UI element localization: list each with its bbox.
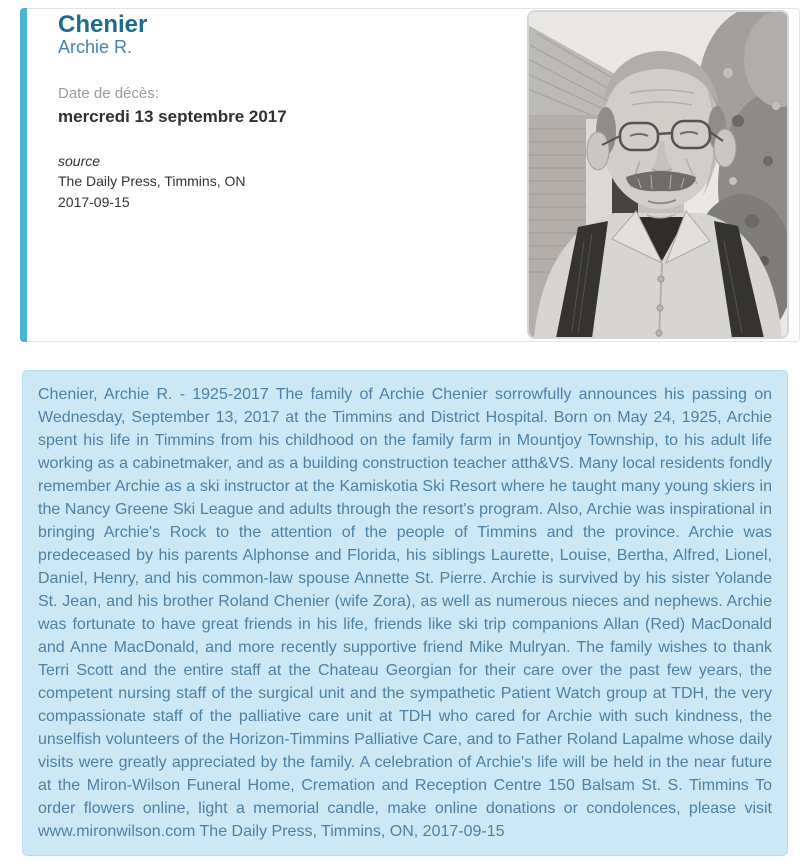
source-date: 2017-09-15 bbox=[58, 194, 130, 210]
deceased-header-card bbox=[20, 8, 800, 342]
obituary-text-box bbox=[22, 370, 788, 856]
obituary-text: Chenier, Archie R. - 1925-2017 The family of Archie Chenier sorrowfully announces his passing on Wednesday, September 13, 2017 at the Timmins and District Hospital. Born on May 24, 1925, Archie spent his life in Timmins from his childhood on the family farm in Mountjoy Township, to his adult life working as a cabinetmaker, and as a building construction teacher atth&VS. Many local residents fondly remember Archie as a ski instructor at the Kamiskotia Ski Resort where he taught many young skiers in the Nancy Greene Ski League and adults through the resort's program. Also, Archie was inspirational in bringing Archie's Rock to the attention of the people of Timmins and the province. Archie was predeceased by his parents Alphonse and Florida, his siblings Laurette, Louise, Bertha, Alfred, Lionel, Daniel, Henry, and his common-law spouse Annette St. Pierre. Archie is survived by his sister Yolande St. Jean, and his brother Roland Chenier (wife Zora), as well as numerous nieces and nephews. Archie was fortunate to have great friends in his life, friends like ski trip companions Allan (Red) MacDonald and Anne MacDonald, and more recently supportive friend Mike Mulryan. The family wishes to thank Terri Scott and the entire staff at the Chateau Georgian for their care over the past few years, the competent nursing staff of the surgical unit and the sympathetic Patient Watch group at TDH, the very compassionate staff of the palliative care unit at TDH who cared for Archie with such kindness, the unselfish volunteers of the Horizon-Timmins Palliative Care, and to Father Roland Lapalme whose daily visits were greatly appreciated by the family. A celebration of Archie's life will be held in the near future at the Miron-Wilson Funeral Home, Cremation and Reception Centre 150 Balsam St. S. Timmins To order flowers online, light a memorial candle, make online donations or condolences, please visit www.mironwilson.com The Daily Press, Timmins, ON, 2017-09-15 bbox=[38, 386, 772, 840]
death-date-value: mercredi 13 septembre 2017 bbox=[58, 107, 287, 126]
death-date-label: Date de décès: bbox=[58, 85, 159, 102]
accent-bar bbox=[20, 8, 27, 342]
deceased-given-name: Archie R. bbox=[58, 37, 133, 57]
source-label: source bbox=[58, 153, 101, 169]
source-publication: The Daily Press, Timmins, ON bbox=[58, 173, 246, 189]
deceased-portrait-photo bbox=[527, 10, 789, 339]
portrait-illustration bbox=[528, 11, 788, 338]
deceased-surname: Chenier bbox=[58, 11, 148, 38]
